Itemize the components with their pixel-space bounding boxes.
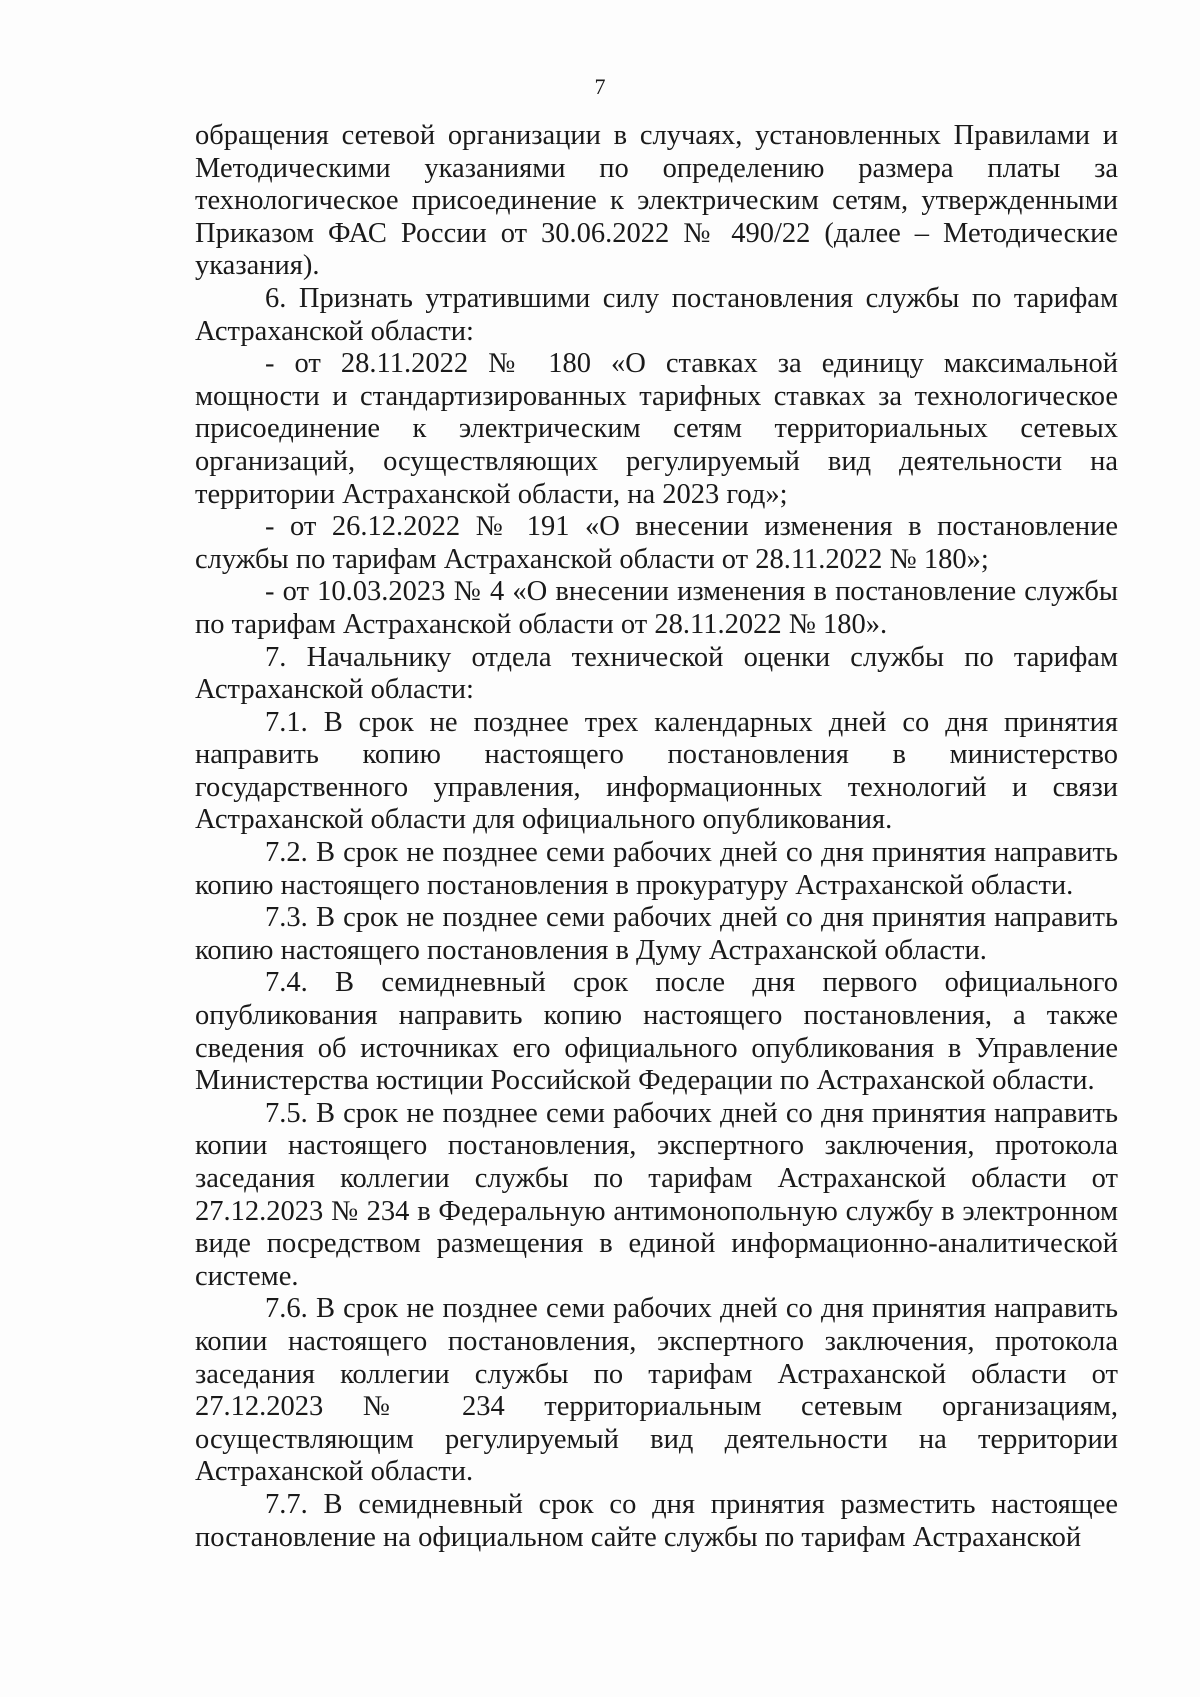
paragraph-item-6: 6. Признать утратившими силу постановления службы по тарифам Астраханской области: bbox=[195, 282, 1118, 347]
paragraph-item-6-sub-1: - от 28.11.2022 № 180 «О ставках за единицу максимальной мощности и стандартизированных тарифных ставках за технологическое присоединение к электрическим сетям территориальных сетевых организаций, осуществляющих регулируемый вид деятельности на территории Астраханской области, на 2023 год»; bbox=[195, 348, 1118, 510]
paragraph-item-7-6: 7.6. В срок не позднее семи рабочих дней со дня принятия направить копии настоящего постановления, экспертного заключения, протокола заседания коллегии службы по тарифам Астраханской области от 27.12.2023 № 234 территориальным сетевым организациям, осуществляющим регулируемый вид деятельности на территории Астраханской области. bbox=[195, 1293, 1118, 1488]
paragraph-item-7-2: 7.2. В срок не позднее семи рабочих дней со дня принятия направить копию настоящего постановления в прокуратуру Астраханской области. bbox=[195, 837, 1118, 901]
page-number: 7 bbox=[594, 74, 606, 99]
paragraph-item-6-sub-3: - от 10.03.2023 № 4 «О внесении изменения в постановление службы по тарифам Астраханской области от 28.11.2022 № 180». bbox=[195, 576, 1118, 640]
paragraph-item-7-3: 7.3. В срок не позднее семи рабочих дней со дня принятия направить копию настоящего постановления в Думу Астраханской области. bbox=[195, 902, 1118, 966]
paragraph-item-7-7: 7.7. В семидневный срок со дня принятия разместить настоящее постановление на официальном сайте службы по тарифам Астраханской bbox=[195, 1488, 1118, 1553]
document-body bbox=[195, 120, 1118, 1554]
paragraph-item-7-5: 7.5. В срок не позднее семи рабочих дней со дня принятия направить копии настоящего постановления, экспертного заключения, протокола заседания коллегии службы по тарифам Астраханской области от 27.12.2023 № 234 в Федеральную антимонопольную службу в электронном виде посредством размещения в единой информационно-аналитической системе. bbox=[195, 1097, 1118, 1292]
paragraph-continuation: обращения сетевой организации в случаях, установленных Правилами и Методическими указаниями по определению размера платы за технологическое присоединение к электрическим сетям, утвержденными Приказом ФАС России от 30.06.2022 № 490/22 (далее – Методические указания). bbox=[195, 120, 1118, 282]
paragraph-item-7-1: 7.1. В срок не позднее трех календарных дней со дня принятия направить копию настоящего постановления в министерство государственного управления, информационных технологий и связи Астраханской области для официального опубликования. bbox=[195, 706, 1118, 836]
paragraph-item-6-sub-2: - от 26.12.2022 № 191 «О внесении изменения в постановление службы по тарифам Астраханской области от 28.11.2022 № 180»; bbox=[195, 511, 1118, 575]
paragraph-item-7: 7. Начальнику отдела технической оценки службы по тарифам Астраханской области: bbox=[195, 641, 1118, 706]
paragraph-item-7-4: 7.4. В семидневный срок после дня первого официального опубликования направить копию настоящего постановления, а также сведения об источниках его официального опубликования в Управление Министерства юстиции Российской Федерации по Астраханской области. bbox=[195, 967, 1118, 1097]
